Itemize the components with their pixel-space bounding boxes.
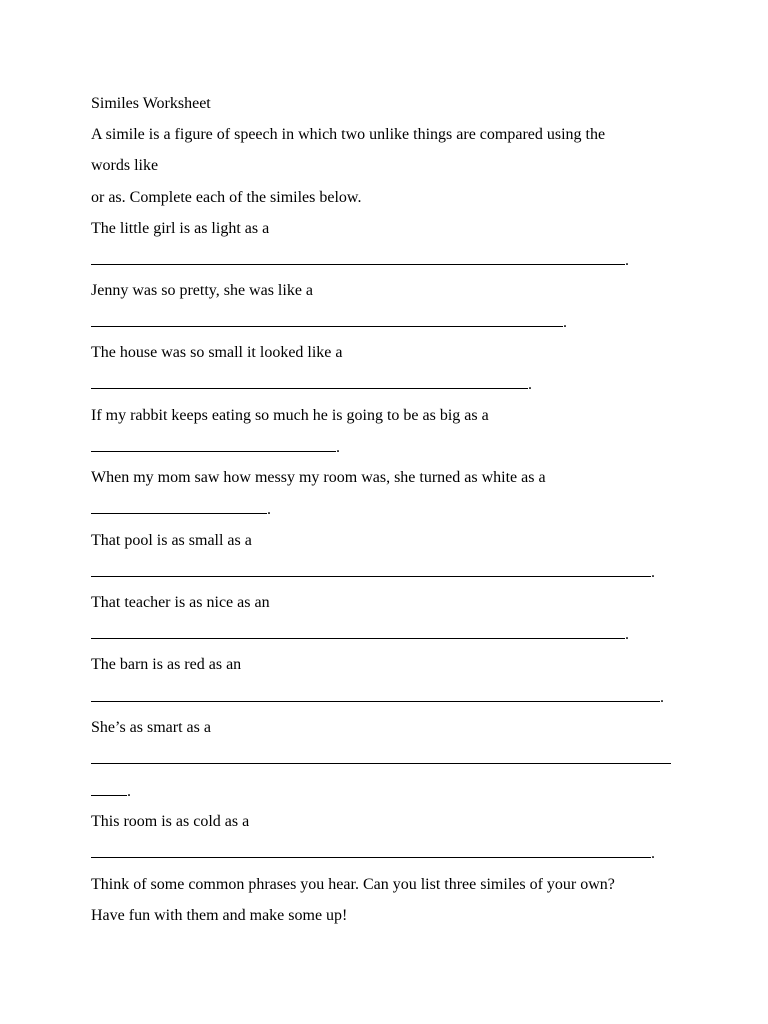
blank-line [91,499,267,514]
closing-line-1: Think of some common phrases you hear. Can you list three similes of your own? [91,876,615,893]
prompt-10: This room is as cold as a [91,813,250,830]
prompt-8: The barn is as red as an [91,656,242,673]
blank-line [91,312,563,327]
blank-line [91,843,651,858]
blank-line [91,687,660,702]
answer-blank-9 [91,749,671,770]
blank-line [91,624,625,639]
answer-blank-2 [91,312,567,333]
worksheet-title: Similes Worksheet [91,95,211,112]
intro-line-2: words like [91,157,159,174]
intro-line-1: A simile is a figure of speech in which two unlike things are compared using the [91,126,606,143]
blank-line [91,562,651,577]
answer-blank-8 [91,687,664,708]
answer-blank-6 [91,562,655,583]
blank-period: . [563,314,567,331]
blank-period: . [127,783,131,800]
prompt-1: The little girl is as light as a [91,220,270,237]
answer-blank-3 [91,374,532,395]
prompt-3: The house was so small it looked like a [91,344,343,361]
blank-period: . [651,564,655,581]
answer-blank-5 [91,499,271,520]
prompt-2: Jenny was so pretty, she was like a [91,282,314,299]
answer-blank-10 [91,843,655,864]
blank-period: . [336,439,340,456]
prompt-4: If my rabbit keeps eating so much he is going to be as big as a [91,407,489,424]
intro-line-3: or as. Complete each of the similes below. [91,189,362,206]
answer-blank-7 [91,624,629,645]
answer-blank-1 [91,250,629,271]
answer-blank-9-continued [91,781,131,802]
blank-period: . [651,845,655,862]
closing-line-2: Have fun with them and make some up! [91,907,348,924]
blank-period: . [625,626,629,643]
blank-line [91,250,625,265]
prompt-9: She’s as smart as a [91,719,211,736]
blank-period: . [660,689,664,706]
blank-line [91,437,336,452]
blank-line [91,374,528,389]
blank-line [91,781,127,796]
blank-period: . [625,252,629,269]
blank-line [91,749,671,764]
prompt-5: When my mom saw how messy my room was, she turned as white as a [91,469,546,486]
blank-period: . [267,501,271,518]
prompt-6: That pool is as small as a [91,532,252,549]
answer-blank-4 [91,437,340,458]
blank-period: . [528,376,532,393]
prompt-7: That teacher is as nice as an [91,594,270,611]
